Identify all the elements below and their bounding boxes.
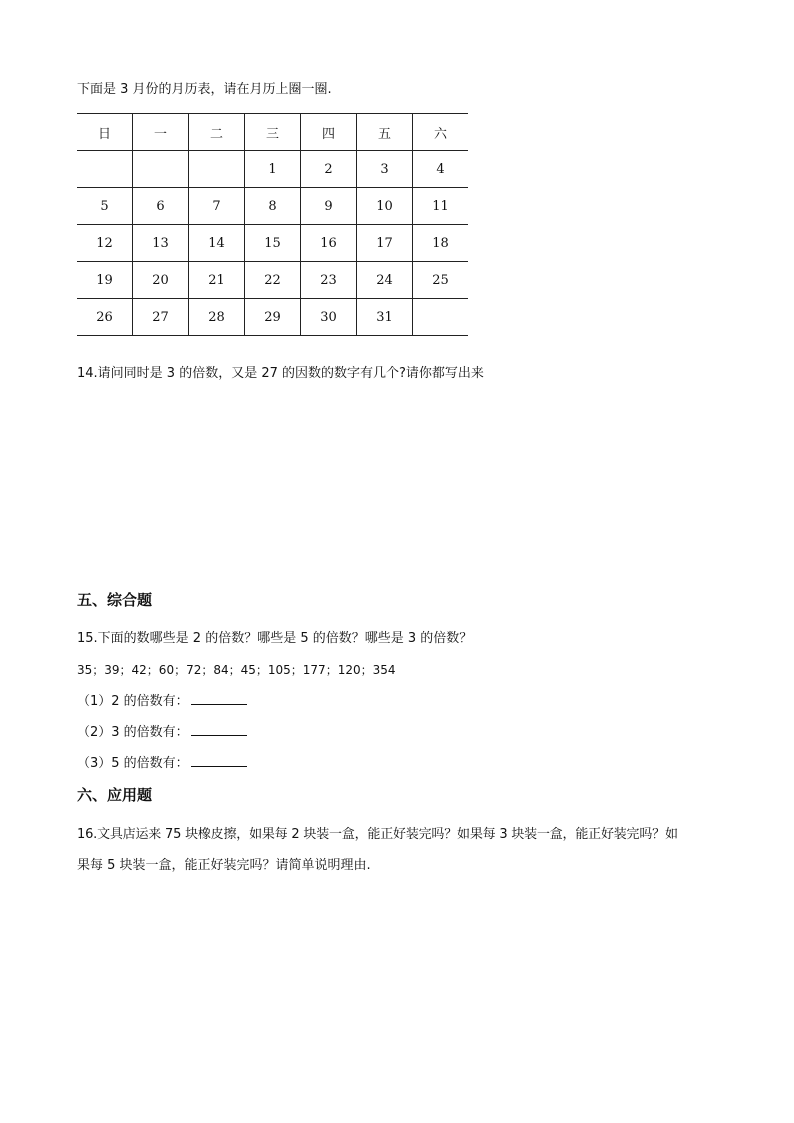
calendar-day-cell: 21: [189, 262, 245, 299]
calendar-day-cell: 11: [413, 188, 469, 225]
calendar-day-cell: 25: [413, 262, 469, 299]
answer-label-2: （2）3 的倍数有：: [77, 725, 189, 740]
calendar-header-row: [77, 114, 468, 151]
calendar-day-cell: 24: [357, 262, 413, 299]
calendar-day-cell: 4: [413, 151, 469, 188]
calendar-day-cell: 22: [245, 262, 301, 299]
header-sun: 日: [77, 114, 133, 151]
header-wed: 三: [245, 114, 301, 151]
calendar-week-row: [77, 188, 468, 225]
answer-label-3: （3）5 的倍数有：: [77, 756, 189, 771]
calendar-day-cell: 26: [77, 299, 133, 336]
calendar-intro: 下面是 3 月份的月历表，请在月历上圈一圈.: [77, 82, 332, 97]
calendar-day-cell: 5: [77, 188, 133, 225]
calendar-day-cell: [413, 299, 469, 336]
calendar-day-cell: 28: [189, 299, 245, 336]
calendar-day-cell: 16: [301, 225, 357, 262]
calendar-week-row: [77, 151, 468, 188]
calendar-day-cell: 31: [357, 299, 413, 336]
calendar-week-row: [77, 299, 468, 336]
calendar-day-cell: 29: [245, 299, 301, 336]
answer-label-1: （1）2 的倍数有：: [77, 694, 189, 709]
header-tue: 二: [189, 114, 245, 151]
calendar-day-cell: 1: [245, 151, 301, 188]
header-thu: 四: [301, 114, 357, 151]
calendar-day-cell: 7: [189, 188, 245, 225]
question-16-line-2: 果每 5 块装一盒，能正好装完吗？请简单说明理由.: [77, 858, 371, 873]
question-16-line-1: 16.文具店运来 75 块橡皮擦，如果每 2 块装一盒，能正好装完吗？如果每 3 块装一盒，能正好装完吗？如: [77, 827, 678, 842]
calendar-week-row: [77, 225, 468, 262]
calendar-day-cell: 20: [133, 262, 189, 299]
calendar-week-row: [77, 262, 468, 299]
calendar-table: [77, 113, 468, 336]
section-5-heading: 五、综合题: [77, 591, 153, 609]
answer-line-2: [77, 723, 247, 742]
calendar-day-cell: 15: [245, 225, 301, 262]
answer-line-1: [77, 692, 247, 711]
calendar-day-cell: 10: [357, 188, 413, 225]
calendar-day-cell: 9: [301, 188, 357, 225]
answer-blank-1[interactable]: [191, 692, 247, 705]
question-15: 15.下面的数哪些是 2 的倍数？哪些是 5 的倍数？哪些是 3 的倍数？: [77, 631, 473, 646]
section-6-heading: 六、应用题: [77, 786, 153, 804]
calendar-day-cell: 27: [133, 299, 189, 336]
calendar-day-cell: 13: [133, 225, 189, 262]
calendar-day-cell: 2: [301, 151, 357, 188]
calendar-day-cell: 19: [77, 262, 133, 299]
calendar-day-cell: 14: [189, 225, 245, 262]
calendar-day-cell: 30: [301, 299, 357, 336]
header-mon: 一: [133, 114, 189, 151]
question-15-numbers: 35；39；42；60；72；84；45；105；177；120；354: [77, 663, 396, 677]
calendar-day-cell: [189, 151, 245, 188]
calendar-day-cell: 3: [357, 151, 413, 188]
answer-blank-2[interactable]: [191, 723, 247, 736]
calendar-day-cell: 17: [357, 225, 413, 262]
answer-line-3: [77, 754, 247, 773]
calendar-day-cell: 6: [133, 188, 189, 225]
calendar-day-cell: [77, 151, 133, 188]
calendar-day-cell: 23: [301, 262, 357, 299]
calendar-day-cell: 8: [245, 188, 301, 225]
question-14: 14.请问同时是 3 的倍数，又是 27 的因数的数字有几个?请你都写出来: [77, 366, 484, 381]
calendar-day-cell: 12: [77, 225, 133, 262]
header-fri: 五: [357, 114, 413, 151]
header-sat: 六: [413, 114, 469, 151]
answer-blank-3[interactable]: [191, 754, 247, 767]
calendar-day-cell: [133, 151, 189, 188]
calendar-day-cell: 18: [413, 225, 469, 262]
